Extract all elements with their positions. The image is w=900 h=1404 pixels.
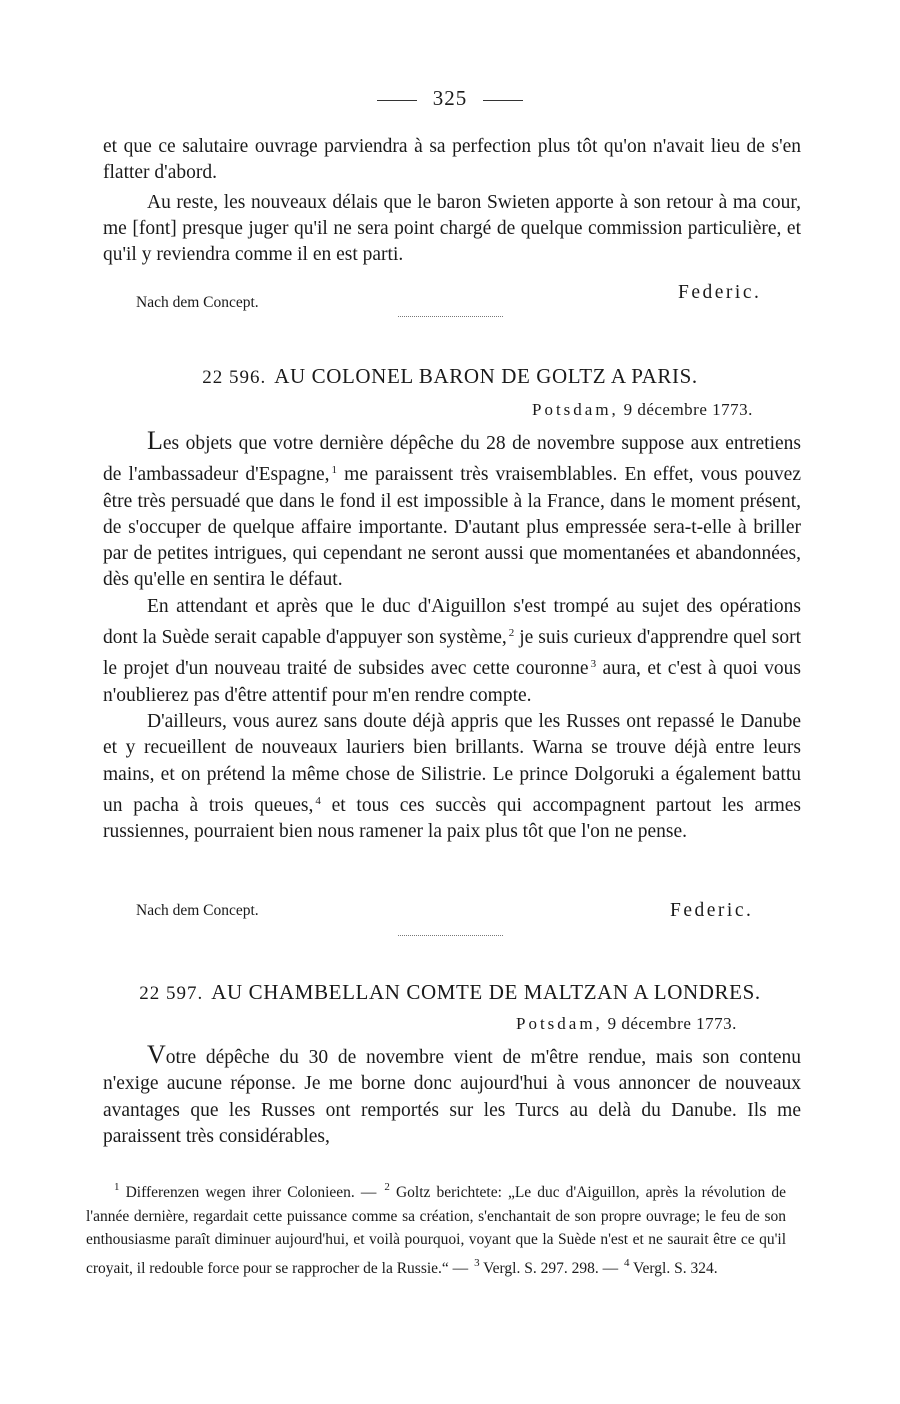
continuation-text: [103, 134, 801, 268]
letter-title: AU CHAMBELLAN COMTE DE MALTZAN A LONDRES.: [211, 980, 761, 1004]
paragraph-text: D'ailleurs, vous aurez sans doute déjà appris que les Russes ont repassé le Danube et y recueillent de nouveaux lauriers bien brillants. Warna se trouve déjà entre leurs mains, et on prétend la même chose de Silistrie. Le prince Dolgoruki a également battu un pacha à trois queues,: [103, 710, 801, 816]
footnote-mark: 4: [623, 1256, 630, 1269]
letter-number: 22 597.: [139, 983, 204, 1004]
letter-body-22596: [103, 428, 801, 845]
paragraph-text: En attendant et après que le duc d'Aiguillon s'est trompé au sujet des opérations dont la Suède serait capable d'appuyer son système,: [103, 595, 801, 649]
separator-2: [398, 935, 503, 936]
separator-1: [398, 316, 503, 317]
footnote-ref: 4: [315, 794, 321, 807]
footnote-mark: 1: [114, 1181, 120, 1193]
paragraph-text: aura, et c'est à quoi vous n'oublierez pas d'être attentif pour m'en rendre compte.: [103, 658, 801, 706]
footnote-mark: 3: [474, 1256, 480, 1269]
letter-number: 22 596.: [202, 367, 267, 388]
footnote-text: Vergl. S. 324.: [629, 1259, 718, 1277]
dateline-date: 9 décembre 1773.: [607, 1014, 737, 1033]
paragraph-text: me paraissent très vraisemblables. En effet, vous pouvez être très persuadé que dans le fond il est impossible à la France, dans le moment présent, de s'occuper de quelque affaire importante. D'autant plus empressée sera-t-elle à briller par de petites intrigues, qui cependant ne seront aussi que momentanées et abandonnées, dès qu'elle en sentira le défaut.: [103, 464, 801, 591]
letter-source: Nach dem Concept.: [136, 902, 259, 919]
footnote-ref: 2: [508, 627, 515, 640]
letter-signature: Federic.: [670, 900, 754, 921]
letter-body-22597: [103, 1042, 801, 1150]
paragraph-text: je suis curieux d'apprendre quel sort le projet d'un nouveau traité de subsides avec cette couronne: [103, 627, 801, 680]
footnote-ref: 1: [331, 464, 338, 477]
continuation-source: Nach dem Concept.: [136, 294, 259, 311]
letter-paragraph-2: [103, 594, 801, 709]
paragraph-text: et tous ces succès qui accompagnent partout les armes russiennes, pourraient bien nous ramener la paix plus tôt que l'on ne pense.: [103, 794, 802, 843]
footnotes: [86, 1176, 786, 1280]
footnote-ref: 3: [590, 658, 597, 671]
letter-paragraph-3: [103, 709, 801, 845]
letter-dateline: [532, 400, 753, 420]
continuation-paragraph-2: Au reste, les nouveaux délais que le baron Swieten apporte à son retour à ma cour, me [font] presque juger qu'il ne sera point chargé de quelque commission particulière, et qu'il y reviendra comme il en est parti.: [103, 191, 801, 266]
footnote-mark: 2: [384, 1181, 390, 1193]
footnote-text: Goltz berichtete: „Le duc d'Aiguillon, après la révolution de l'année dernière, regardait cette puissance comme sa création, s'enchantait de son propre ouvrage; le feu de son enthousiasme paraît diminuer aujourd'hui, et voilà pourquoi, voyant que la Suède n'est et ne saurait être ce qu'il croyait, il redouble force pour se rapprocher de la Russie.“ —: [86, 1184, 786, 1277]
letter-dateline: [516, 1014, 737, 1034]
page-number: 325: [432, 86, 468, 110]
dateline-place: Potsdam,: [516, 1014, 603, 1033]
letter-paragraph-1: Votre dépêche du 30 de novembre vient de m'être rendue, mais son contenu n'exige aucune réponse. Je me borne donc aujourd'hui à vous annoncer de nouveaux avantages que les Russes ont remportés sur les Turcs au delà du Danube. Ils me paraissent très considérables,: [103, 1040, 801, 1147]
letter-paragraph-1: [103, 428, 801, 594]
dateline-date: 9 décembre 1773.: [623, 400, 753, 419]
page-number-line: [0, 86, 900, 111]
paragraph-text: Les objets que votre dernière dépêche du 28 de novembre suppose aux entretiens de l'ambassadeur d'Espagne,: [103, 426, 801, 486]
dateline-place: Potsdam,: [532, 400, 619, 419]
letter-heading-22596: [0, 364, 900, 389]
continuation-signature: Federic.: [678, 282, 762, 303]
right-dash: [483, 100, 523, 101]
continuation-paragraph-1: et que ce salutaire ouvrage parviendra à sa perfection plus tôt qu'on n'avait lieu de s'en flatter d'abord.: [103, 136, 801, 184]
footnote-block: [86, 1176, 786, 1280]
footnote-text: Differenzen wegen ihrer Colonieen. —: [119, 1184, 383, 1201]
footnote-text: Vergl. S. 297. 298. —: [479, 1259, 622, 1277]
letter-heading-22597: [0, 980, 900, 1005]
left-dash: [377, 100, 417, 101]
letter-title: AU COLONEL BARON DE GOLTZ A PARIS.: [274, 364, 698, 388]
